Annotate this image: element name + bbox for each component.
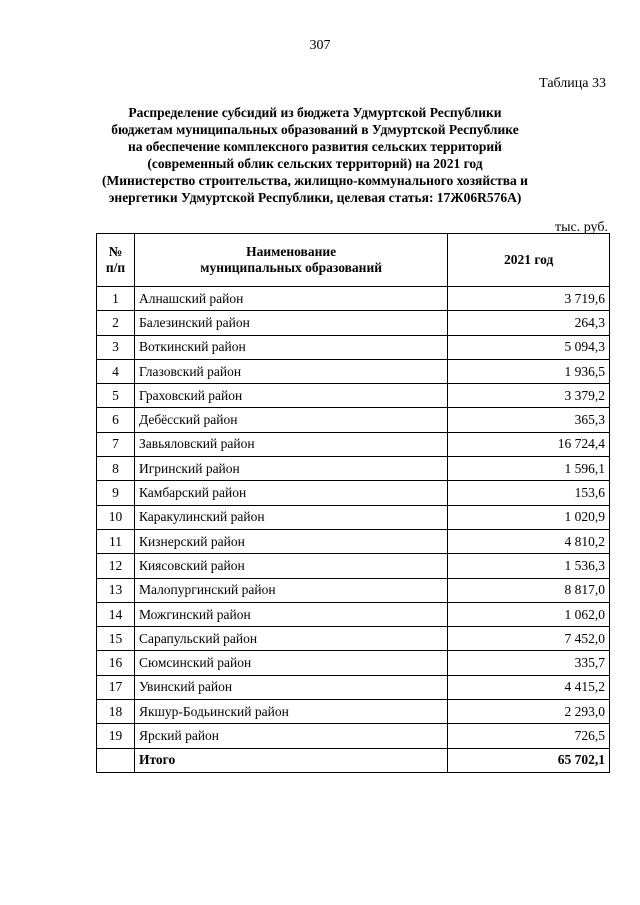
- subsidy-value: 3 379,2: [448, 384, 610, 408]
- document-title: [80, 104, 550, 206]
- row-number: 4: [97, 359, 135, 383]
- header-name: [134, 234, 447, 287]
- page-number: 307: [309, 38, 331, 53]
- row-number: 13: [97, 578, 135, 602]
- municipality-name: Каракулинский район: [134, 505, 447, 529]
- title-line: на обеспечение комплексного развития сельских территорий: [128, 139, 502, 154]
- title-line: (современный облик сельских территорий) на 2021 год: [147, 156, 483, 171]
- row-number: 16: [97, 651, 135, 675]
- subsidy-value: 335,7: [448, 651, 610, 675]
- municipality-name: Воткинский район: [134, 335, 447, 359]
- table-row: [97, 627, 610, 651]
- table-row: [97, 335, 610, 359]
- table-row: [97, 384, 610, 408]
- municipality-name: Увинский район: [134, 675, 447, 699]
- subsidy-value: 7 452,0: [448, 627, 610, 651]
- subsidy-value: 3 719,6: [448, 287, 610, 311]
- row-number: 1: [97, 287, 135, 311]
- municipality-name: Кизнерский район: [134, 529, 447, 553]
- row-number: 15: [97, 627, 135, 651]
- header-number-line1: №: [108, 244, 123, 259]
- table-row: [97, 675, 610, 699]
- subsidy-value: 8 817,0: [448, 578, 610, 602]
- subsidy-value: 4 415,2: [448, 675, 610, 699]
- row-number: 7: [97, 432, 135, 456]
- row-number: 11: [97, 529, 135, 553]
- municipality-name: Дебёсский район: [134, 408, 447, 432]
- row-number: 5: [97, 384, 135, 408]
- table-row: [97, 311, 610, 335]
- subsidy-value: 2 293,0: [448, 700, 610, 724]
- table-row: [97, 724, 610, 748]
- municipality-name: Якшур-Бодьинский район: [134, 700, 447, 724]
- header-year: 2021 год: [448, 234, 610, 287]
- municipality-name: Сюмсинский район: [134, 651, 447, 675]
- subsidy-value: 365,3: [448, 408, 610, 432]
- row-number: 8: [97, 457, 135, 481]
- table-row: [97, 481, 610, 505]
- row-number: 12: [97, 554, 135, 578]
- table-row: [97, 578, 610, 602]
- header-name-line2: муниципальных образований: [200, 260, 383, 275]
- row-number: 3: [97, 335, 135, 359]
- table-row: [97, 287, 610, 311]
- table-row: [97, 651, 610, 675]
- table-header-row: [97, 234, 610, 287]
- header-name-line1: Наименование: [246, 244, 337, 259]
- table-row: [97, 529, 610, 553]
- municipality-name: Завьяловский район: [134, 432, 447, 456]
- title-line: (Министерство строительства, жилищно-коммунального хозяйства и: [102, 173, 528, 188]
- municipality-name: Граховский район: [134, 384, 447, 408]
- title-line: Распределение субсидий из бюджета Удмуртской Республики: [128, 105, 502, 120]
- municipality-name: Глазовский район: [134, 359, 447, 383]
- row-number: 2: [97, 311, 135, 335]
- subsidy-table: [96, 233, 610, 773]
- row-number: 17: [97, 675, 135, 699]
- table-row: [97, 457, 610, 481]
- municipality-name: Балезинский район: [134, 311, 447, 335]
- municipality-name: Киясовский район: [134, 554, 447, 578]
- subsidy-value: 726,5: [448, 724, 610, 748]
- total-label: Итого: [134, 748, 447, 772]
- subsidy-value: 1 062,0: [448, 602, 610, 626]
- table-row: [97, 408, 610, 432]
- row-number: 19: [97, 724, 135, 748]
- table-row: [97, 359, 610, 383]
- table-row: [97, 554, 610, 578]
- subsidy-value: 1 596,1: [448, 457, 610, 481]
- row-number: 6: [97, 408, 135, 432]
- municipality-name: Можгинский район: [134, 602, 447, 626]
- municipality-name: Алнашский район: [134, 287, 447, 311]
- total-row: [97, 748, 610, 772]
- table-row: [97, 505, 610, 529]
- total-value: 65 702,1: [448, 748, 610, 772]
- title-line: энергетики Удмуртской Республики, целевая статья: 17Ж06R576А): [108, 190, 522, 205]
- subsidy-value: 264,3: [448, 311, 610, 335]
- row-number: 14: [97, 602, 135, 626]
- municipality-name: Камбарский район: [134, 481, 447, 505]
- municipality-name: Ярский район: [134, 724, 447, 748]
- municipality-name: Игринский район: [134, 457, 447, 481]
- subsidy-value: 1 536,3: [448, 554, 610, 578]
- municipality-name: Малопургинский район: [134, 578, 447, 602]
- header-number-line2: п/п: [105, 260, 126, 275]
- units-label: тыс. руб.: [555, 220, 608, 235]
- title-line: бюджетам муниципальных образований в Удмуртской Республике: [111, 122, 519, 137]
- subsidy-value: 1 020,9: [448, 505, 610, 529]
- subsidy-value: 153,6: [448, 481, 610, 505]
- subsidy-value: 4 810,2: [448, 529, 610, 553]
- row-number: 10: [97, 505, 135, 529]
- row-number: 9: [97, 481, 135, 505]
- header-number: [97, 234, 135, 287]
- subsidy-value: 16 724,4: [448, 432, 610, 456]
- table-row: [97, 700, 610, 724]
- table-label: Таблица 33: [539, 76, 606, 91]
- table-row: [97, 432, 610, 456]
- row-number: 18: [97, 700, 135, 724]
- subsidy-value: 1 936,5: [448, 359, 610, 383]
- subsidy-value: 5 094,3: [448, 335, 610, 359]
- municipality-name: Сарапульский район: [134, 627, 447, 651]
- table-row: [97, 602, 610, 626]
- total-number-cell: [97, 748, 135, 772]
